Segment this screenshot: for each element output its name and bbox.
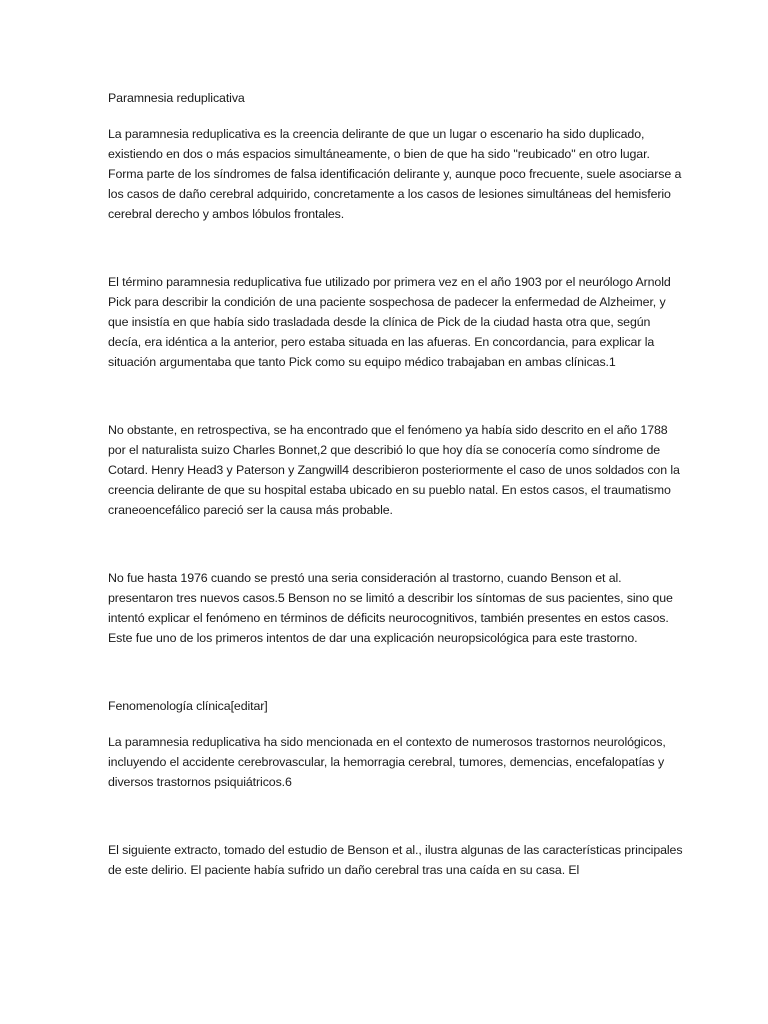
paragraph-spacer	[108, 224, 686, 272]
paragraph-history-pick: El término paramnesia reduplicativa fue utilizado por primera vez en el año 1903 por el neurólogo Arnold Pick para describir la condición de una paciente sospechosa de padecer la enfermedad de Alzheimer, y que insistía en que había sido trasladada desde la clínica de Pick de la ciudad hasta otra que, según decía, era idéntica a la anterior, pero estaba situada en las afueras. En concordancia, para explicar la situación argumentaba que tanto Pick como su equipo médico trabajaban en ambas clínicas.1	[108, 275, 671, 369]
paragraph-definition: La paramnesia reduplicativa es la creencia delirante de que un lugar o escenario ha sido duplicado, existiendo en dos o más espacios simultáneamente, o bien de que ha sido "reubicado" en otro lugar. Forma parte de los síndromes de falsa identificación delirante y, aunque poco frecuente, suele asociarse a los casos de daño cerebral adquirido, concretamente a los casos de lesiones simultáneas del hemisferio cerebral derecho y ambos lóbulos frontales.	[108, 127, 682, 221]
paragraph-spacer	[108, 648, 686, 696]
paragraph-contexts: La paramnesia reduplicativa ha sido mencionada en el contexto de numerosos trastornos neurológicos, incluyendo el accidente cerebrovascular, la hemorragia cerebral, tumores, demencias, encefalopatías y diversos trastornos psiquiátricos.6	[108, 735, 666, 789]
paragraph-spacer	[108, 792, 686, 840]
document-page	[108, 88, 686, 880]
section-heading-paramnesia: Paramnesia reduplicativa	[108, 91, 245, 105]
paragraph-history-bonnet: No obstante, en retrospectiva, se ha encontrado que el fenómeno ya había sido descrito en el año 1788 por el naturalista suizo Charles Bonnet,2 que describió lo que hoy día se conocería como síndrome de Cotard. Henry Head3 y Paterson y Zangwill4 describieron posteriormente el caso de unos soldados con la creencia delirante de que su hospital estaba ubicado en su pueblo natal. En estos casos, el traumatismo craneoencefálico pareció ser la causa más probable.	[108, 423, 680, 517]
paragraph-history-benson: No fue hasta 1976 cuando se prestó una seria consideración al trastorno, cuando Benson et al. presentaron tres nuevos casos.5 Benson no se limitó a describir los síntomas de sus pacientes, sino que intentó explicar el fenómeno en términos de déficits neurocognitivos, también presentes en estos casos. Este fue uno de los primeros intentos de dar una explicación neuropsicológica para este trastorno.	[108, 571, 673, 645]
paragraph-spacer	[108, 520, 686, 568]
paragraph-extract: El siguiente extracto, tomado del estudio de Benson et al., ilustra algunas de las características principales de este delirio. El paciente había sufrido un daño cerebral tras una caída en su casa. El	[108, 843, 683, 877]
paragraph-spacer	[108, 372, 686, 420]
section-heading-fenomenologia: Fenomenología clínica[editar]	[108, 699, 268, 713]
